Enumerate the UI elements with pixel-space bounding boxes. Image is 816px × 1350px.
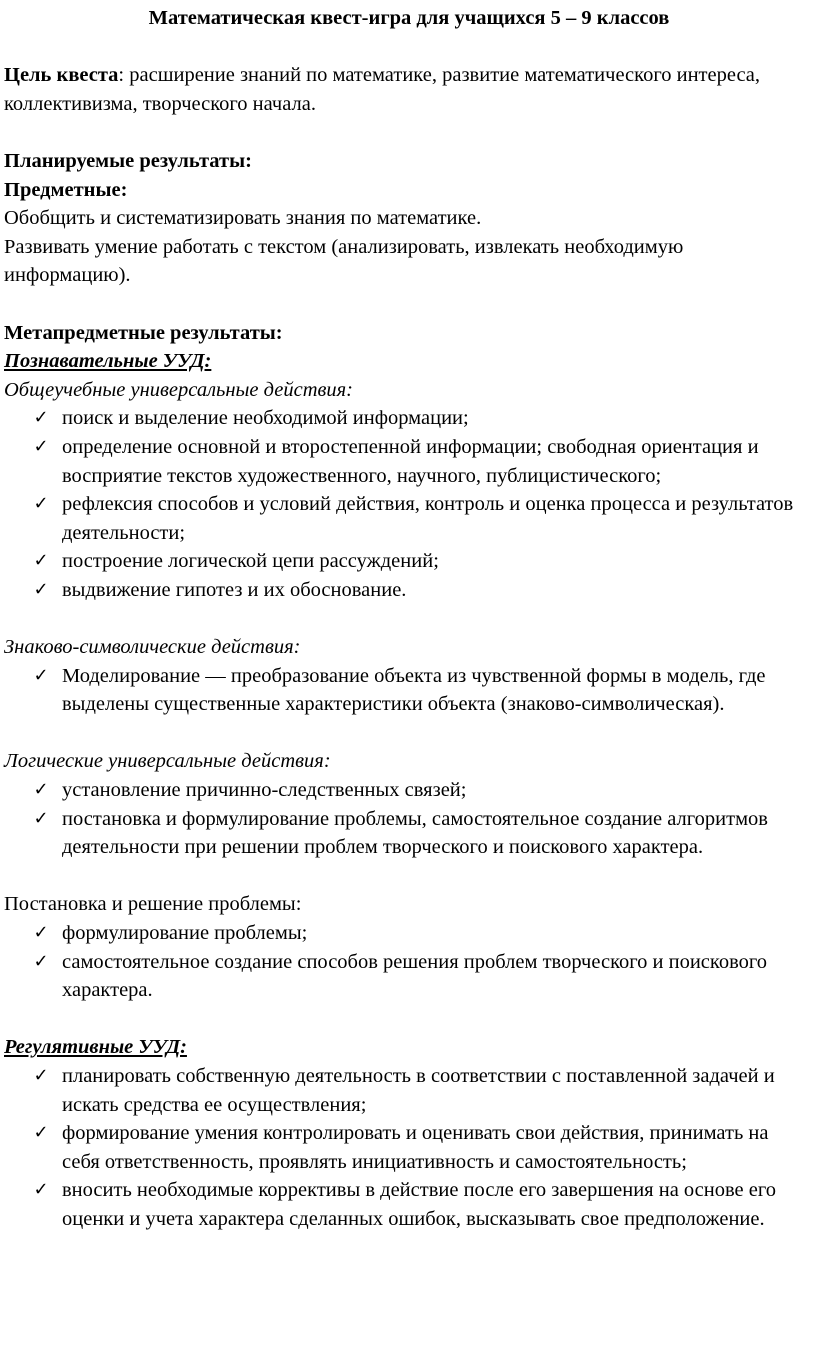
checkmark-icon: ✓	[33, 807, 49, 829]
list-item: ✓ выдвижение гипотез и их обоснование.	[62, 576, 810, 605]
list-item: ✓ формулирование проблемы;	[62, 919, 810, 948]
meta-results-heading: Метапредметные результаты:	[4, 321, 283, 344]
checkmark-icon: ✓	[33, 578, 49, 600]
checkmark-icon: ✓	[33, 493, 49, 515]
document-page	[4, 4, 810, 1234]
goal-paragraph	[4, 61, 810, 118]
checkmark-icon: ✓	[33, 664, 49, 686]
list-item: ✓ поиск и выделение необходимой информации;	[62, 404, 810, 433]
subject-line: Развивать умение работать с текстом (анализировать, извлекать необходимую информацию).	[4, 235, 684, 287]
list-item: ✓ постановка и формулирование проблемы, самостоятельное создание алгоритмов деятельности при решении проблем творческого и поискового характера.	[62, 805, 810, 862]
checkmark-icon: ✓	[33, 407, 49, 429]
general-actions-list	[4, 404, 810, 604]
checkmark-icon: ✓	[33, 435, 49, 457]
list-item: ✓ определение основной и второстепенной информации; свободная ориентация и восприятие текстов художественного, научного, публицистического;	[62, 433, 810, 490]
subject-line: Обобщить и систематизировать знания по математике.	[4, 207, 482, 230]
goal-text: : расширение знаний по математике, развитие математического интереса, коллективизма, творческого начала.	[4, 64, 761, 115]
problem-heading: Постановка и решение проблемы:	[4, 893, 302, 916]
logical-actions-list	[4, 776, 810, 862]
list-item: ✓ построение логической цепи рассуждений;	[62, 547, 810, 576]
list-item: ✓ рефлексия способов и условий действия, контроль и оценка процесса и результатов деятельности;	[62, 490, 810, 547]
checkmark-icon: ✓	[33, 950, 49, 972]
list-item: ✓ Моделирование — преобразование объекта из чувственной формы в модель, где выделены существенные характеристики объекта (знаково-символическая).	[62, 662, 810, 719]
goal-label: Цель квеста	[4, 64, 119, 87]
list-item: ✓ планировать собственную деятельность в соответствии с поставленной задачей и искать средства ее осуществления;	[62, 1062, 810, 1119]
checkmark-icon: ✓	[33, 779, 49, 801]
regulatory-list	[4, 1062, 810, 1234]
regulatory-heading: Регулятивные УУД:	[4, 1036, 187, 1059]
general-actions-heading: Общеучебные универсальные действия:	[4, 378, 354, 401]
list-item: ✓ самостоятельное создание способов решения проблем творческого и поискового характера.	[62, 948, 810, 1005]
symbolic-actions-list	[4, 662, 810, 719]
logical-actions-heading: Логические универсальные действия:	[4, 750, 331, 773]
list-item: ✓ формирование умения контролировать и оценивать свои действия, принимать на себя ответственность, проявлять инициативность и самостоятельность;	[62, 1119, 810, 1176]
cognitive-heading: Познавательные УУД:	[4, 350, 212, 373]
planned-results-heading: Планируемые результаты:	[4, 149, 252, 172]
checkmark-icon: ✓	[33, 550, 49, 572]
checkmark-icon: ✓	[33, 1064, 49, 1086]
subject-results-heading: Предметные:	[4, 178, 128, 201]
document-title: Математическая квест-игра для учащихся 5 – 9 классов	[148, 7, 670, 29]
checkmark-icon: ✓	[33, 922, 49, 943]
checkmark-icon: ✓	[33, 1179, 49, 1201]
list-item: ✓ установление причинно-следственных связей;	[62, 776, 810, 805]
checkmark-icon: ✓	[33, 1122, 49, 1144]
list-item: ✓ вносить необходимые коррективы в действие после его завершения на основе его оценки и учета характера сделанных ошибок, высказывать свое предположение.	[62, 1176, 810, 1233]
problem-list	[4, 919, 810, 1005]
symbolic-actions-heading: Знаково-символические действия:	[4, 636, 301, 659]
